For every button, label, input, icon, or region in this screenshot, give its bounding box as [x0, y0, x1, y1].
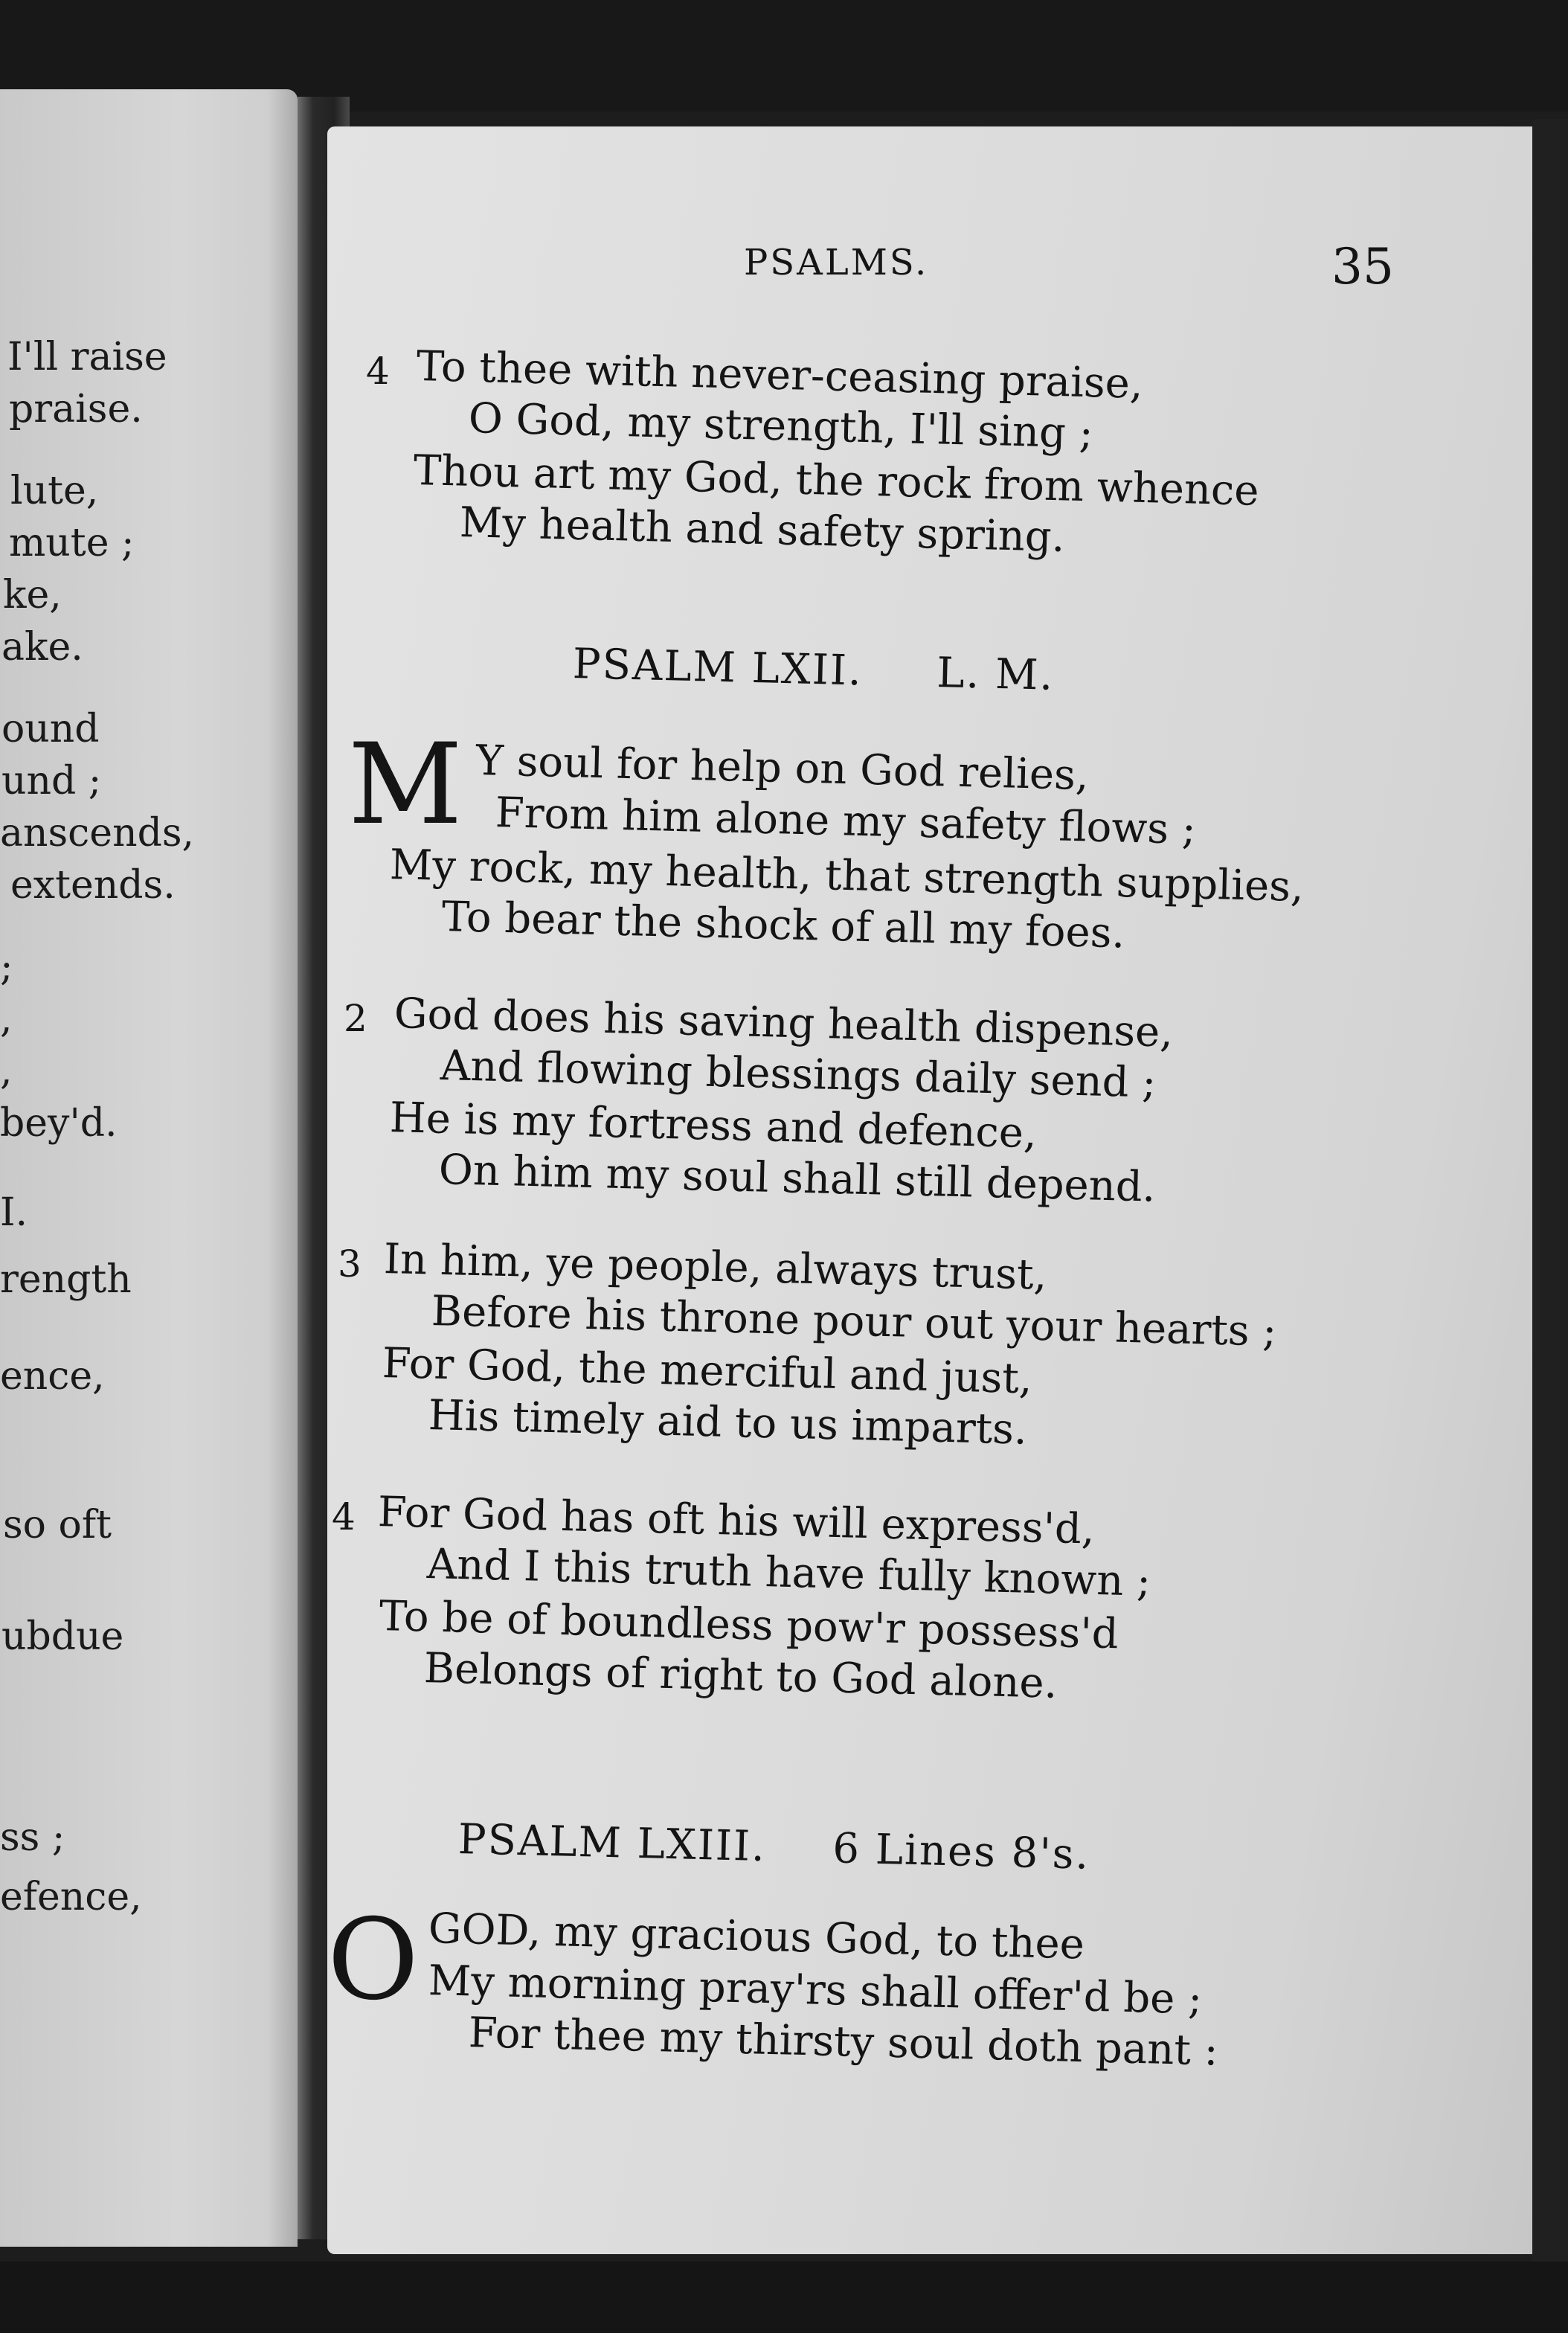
drop-cap: M	[348, 720, 463, 850]
running-head: PSALMS.	[744, 242, 929, 283]
left-page-line: ss ;	[0, 1815, 65, 1860]
left-page-line: lute,	[10, 469, 99, 513]
left-page-line: ,	[0, 997, 13, 1042]
verse-line: From him alone my safety flows ;	[495, 789, 1197, 855]
verse-line: On him my soul shall still depend.	[438, 1146, 1157, 1212]
verse-line: To bear the shock of all my foes.	[441, 893, 1126, 958]
verse-line: My rock, my health, that strength supplies,	[389, 841, 1305, 912]
verse-line: To thee with never-ceasing praise,	[416, 342, 1144, 408]
stanza-number: 4	[366, 350, 390, 393]
drop-cap: O	[327, 1896, 419, 2025]
psalm-title: PSALM LXIII.	[457, 1815, 767, 1872]
verse-line: He is my fortress and defence,	[389, 1094, 1038, 1158]
verse-line: For God has oft his will express'd,	[377, 1488, 1096, 1554]
left-page-line: ake.	[1, 625, 83, 670]
left-page-line: I.	[0, 1190, 28, 1235]
left-page-line: mute ;	[9, 521, 135, 565]
left-page-line: praise.	[9, 387, 143, 431]
psalm-heading	[457, 1815, 1090, 1879]
left-page-line: efence,	[0, 1875, 142, 1919]
psalm-meter: L. M.	[936, 648, 1055, 700]
left-page-line: so oft	[3, 1503, 112, 1547]
verse-line: For thee my thirsty soul doth pant :	[468, 2009, 1219, 2076]
left-page-line: ;	[0, 945, 13, 989]
verse-line: My morning pray'rs shall offer'd be ;	[428, 1957, 1203, 2024]
verse-line: My health and safety spring.	[459, 498, 1066, 562]
right-page-text	[327, 126, 1540, 2254]
verse-line: O God, my strength, I'll sing ;	[468, 394, 1094, 458]
verse-line: GOD, my gracious God, to thee	[428, 1904, 1085, 1969]
verse-line: Before his throne pour out your hearts ;	[431, 1287, 1278, 1356]
left-page-line: anscends,	[0, 811, 195, 856]
verse-line: And flowing blessings daily send ;	[440, 1042, 1157, 1108]
verse-line: And I this truth have fully known ;	[426, 1540, 1151, 1606]
psalm-meter: 6 Lines 8's.	[832, 1824, 1091, 1879]
page-number: 35	[1331, 238, 1394, 295]
verse-line: Thou art my God, the rock from whence	[413, 446, 1260, 516]
verse-line: God does his saving health dispense,	[393, 989, 1174, 1057]
left-page	[0, 89, 298, 2247]
left-page-line: und ;	[1, 759, 102, 803]
left-page-line: ound	[1, 707, 100, 751]
verse-line: In him, ye people, always trust,	[383, 1235, 1048, 1300]
left-page-line: ke,	[3, 573, 62, 617]
psalm-heading	[572, 640, 1055, 700]
left-page-line: ubdue	[1, 1614, 124, 1659]
stanza-number: 2	[344, 997, 367, 1040]
verse-line: His timely aid to us imparts.	[428, 1391, 1028, 1454]
left-page-line: I'll raise	[7, 335, 167, 379]
verse-line: Belongs of right to God alone.	[423, 1644, 1058, 1708]
verse-line: Y soul for help on God relies,	[475, 737, 1090, 800]
scan-background-bottom	[0, 2262, 1568, 2333]
left-page-line: ,	[0, 1049, 13, 1094]
left-page-line: extends.	[10, 863, 176, 908]
verse-line: For God, the merciful and just,	[382, 1339, 1033, 1404]
stanza-number: 4	[332, 1495, 356, 1538]
stanza-number: 3	[338, 1242, 362, 1286]
psalm-title: PSALM LXII.	[572, 640, 864, 696]
verse-line: To be of boundless pow'r possess'd	[379, 1592, 1119, 1659]
left-page-line: ence,	[0, 1354, 105, 1399]
left-page-line: rength	[0, 1257, 132, 1302]
left-page-line: bey'd.	[0, 1101, 118, 1146]
